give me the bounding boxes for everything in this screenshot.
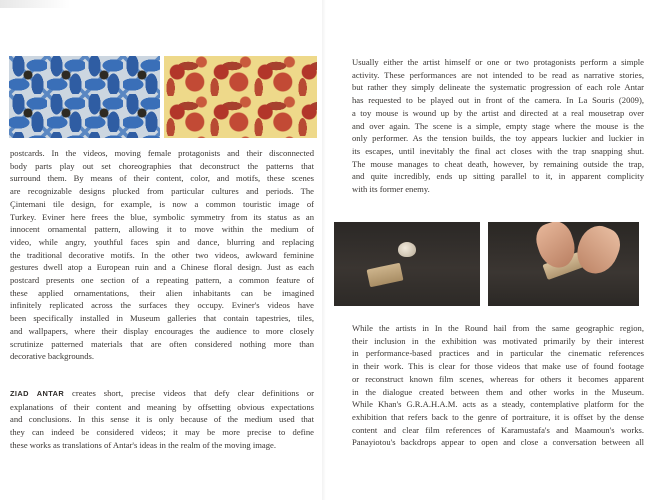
- text-line: and over again. The scene is a simple, empty stage where the mouse is the: [352, 120, 644, 131]
- text-line: While the artists in In the Round hail from the same geographic region,: [352, 323, 644, 333]
- text-line: its escapes, until inevitably the final act closes with the trap snapping shut.: [352, 145, 644, 156]
- text-line: Panayiotou's backdrops appear to open and close a conversation between all: [352, 437, 644, 448]
- text-line: Turkey. Eviner here frees the blue, symbolic symmetry from its status as an: [10, 211, 314, 222]
- mousetrap-photo-1: [334, 222, 480, 306]
- text-line: exhibition that refers back to the genre of portraiture, it is offset by the dense: [352, 411, 644, 422]
- text-line: these works as translations of Antar's ideas in the realm of the moving image.: [10, 439, 276, 450]
- text-line: While Khan's G.R.A.H.A.M. acts as a steady, contemplative platform for the: [352, 399, 644, 410]
- floral-pattern-image: [164, 56, 317, 138]
- text-line: body parts play out set choreographies that deconstruct the patterns that: [10, 160, 314, 171]
- text-line: with its former enemy.: [352, 184, 430, 195]
- text-line: in their work. This is clear for those videos that make use of found footage: [352, 361, 644, 372]
- text-run: creates short, precise videos that defy clear definitions or: [64, 388, 315, 398]
- text-line: and wallpapers, where their display encourages the audience to more closely: [10, 325, 314, 336]
- text-line: explanations of their content and meaning by offsetting obvious expectations: [10, 401, 314, 412]
- right-paragraph-1: [352, 56, 644, 196]
- text-line: video, while angry, youthful faces spin and dance, blurring and replacing: [10, 236, 314, 247]
- text-line: infinitely replicated across the surfaces they occupy. Eviner's videos have: [10, 300, 314, 311]
- text-line: and conclusions. In this sense it is only because of the medium used that: [10, 414, 314, 425]
- mousetrap-shape: [367, 263, 404, 288]
- toy-mouse-shape: [398, 242, 416, 257]
- left-paragraph-1: [10, 147, 314, 363]
- text-line: gestures dwell atop a European ruin and a Chinese floral design. Just as each: [10, 262, 314, 273]
- text-line: The mouse manages to cheat death, however, by remaining outside the trap,: [352, 158, 644, 169]
- mousetrap-photo-2: [488, 222, 639, 306]
- text-line: innocent ornamental pattern, allowing it to move within the medium of: [10, 224, 314, 235]
- right-page: [326, 0, 647, 500]
- text-line: their inclusion in the exhibition was motivated primarily by their interest: [352, 335, 644, 346]
- text-line: been specifically installed in Museum galleries that contain tapestries, tiles,: [10, 313, 314, 324]
- text-line: and quite incredibly, ends up sitting parallel to it, in apparent complicity: [352, 171, 644, 182]
- text-line: but rather they simply delineate the systematic progression of each role Antar: [352, 82, 644, 93]
- text-line: decorative backgrounds.: [10, 351, 94, 362]
- text-line: or reconstruct known film scenes, whereas for others it becomes apparent: [352, 373, 644, 384]
- text-line: content and clear film references of Karamustafa's and Maamoun's works.: [352, 424, 644, 435]
- text-line: a toy mouse is wound up by the artist and directed at a real mousetrap over: [352, 107, 644, 118]
- text-line: Usually either the artist himself or one or two protagonists perform a simple: [352, 57, 644, 67]
- text-line: postcards. In the videos, moving female protagonists and their disconnected: [10, 148, 314, 158]
- text-line: only performer. As the tension builds, the toy appears luckier and luckier in: [352, 133, 644, 144]
- text-line: scrutinize patterned materials that are often considered nothing more than: [10, 338, 314, 349]
- text-line: in the dialogue created between them and other works in the Museum.: [352, 386, 644, 397]
- tile-pattern-image: [9, 56, 160, 138]
- artist-name: ZIAD ANTAR: [10, 389, 65, 398]
- text-line: activity. These performances are not intended to be read as narrative stories,: [352, 69, 644, 80]
- hand-shape: [570, 222, 625, 280]
- text-line: they can indeed be considered videos; it may be more precise to define: [10, 427, 314, 438]
- text-line: Çintemani tile design, for example, is now a common touristic image of: [10, 198, 314, 209]
- text-line: surround them. By means of their content, color, and motifs, these scenes: [10, 173, 314, 184]
- left-page: [0, 0, 322, 500]
- right-paragraph-2: [352, 322, 644, 449]
- text-line: are recognizable designs plucked from particular cultures and periods. The: [10, 186, 314, 197]
- text-line: these applied ornamentations, their alien inhabitants can be imagined: [10, 287, 314, 298]
- text-line: the traditional decorative motifs. In the other two videos, awkward feminine: [10, 249, 314, 260]
- left-paragraph-2: [10, 387, 314, 452]
- text-line: [10, 387, 314, 401]
- text-line: postcard presents one section of a repeating pattern, a common feature of: [10, 275, 314, 286]
- text-line: has requested to be played out in front of the camera. In La Souris (2009),: [352, 95, 644, 106]
- text-line: in performance-based practices and in particular the cinematic references: [352, 348, 644, 359]
